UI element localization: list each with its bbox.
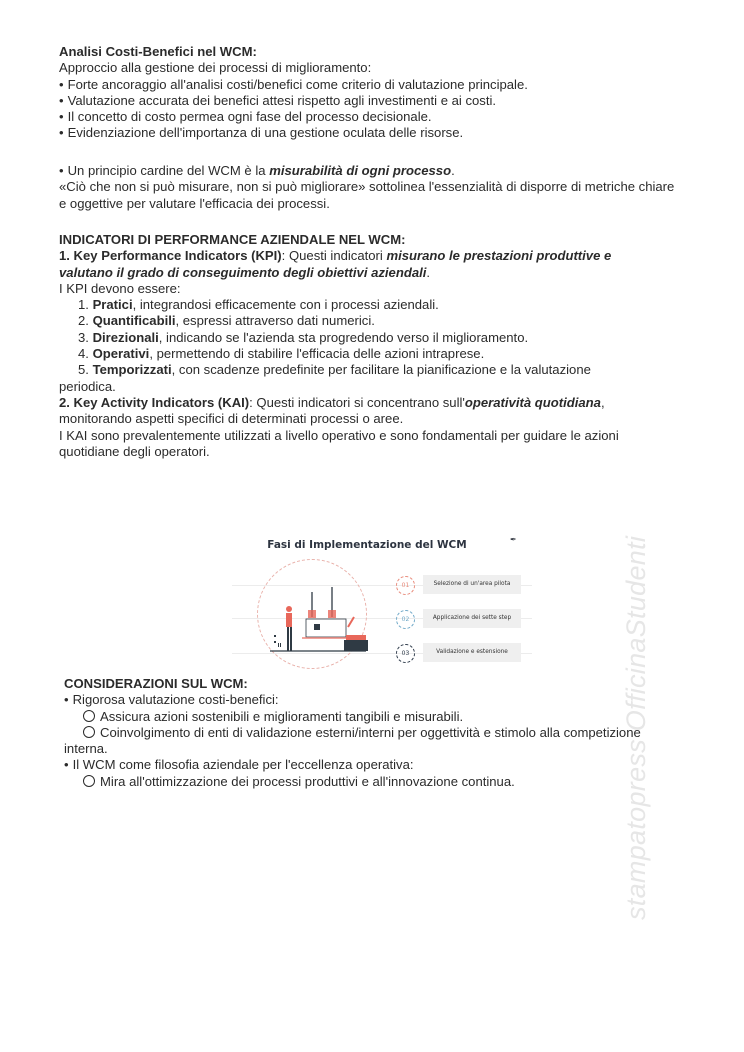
cost-benefit-section <box>59 44 689 142</box>
kpi-item: 3. Direzionali, indicando se l'azienda sta progredendo verso il miglioramento. <box>78 329 529 345</box>
sub-list-item: Coinvolgimento di enti di validazione esterni/interni per oggettività e stimolo alla competizione <box>64 725 694 741</box>
kpi-intro: I KPI devono essere: <box>59 280 181 296</box>
kpi-section <box>59 232 689 460</box>
watermark: stampatopress OfficinaStudenti <box>621 535 651 920</box>
kpi-item: 5. Temporizzati, con scadenze predefinite per facilitare la pianificazione e la valutazione <box>78 362 591 378</box>
principle-bullet: • Un principio cardine del WCM è la misurabilità di ogni processo. <box>59 163 689 179</box>
considerations-section <box>64 676 694 790</box>
step-number: 02 <box>396 610 415 629</box>
step-number: 01 <box>396 576 415 595</box>
diagram-title: Fasi di Implementazione del WCM <box>267 539 467 551</box>
step-label: Selezione di un'area pilota <box>423 575 521 594</box>
measurability-section <box>59 163 689 212</box>
kai-definition: 2. Key Activity Indicators (KAI): Questi indicatori si concentrano sull'operatività quotidiana, monitorando aspetti specifici di determinati processi o aree. <box>59 394 605 427</box>
kpi-definition: 1. Key Performance Indicators (KPI): Questi indicatori misurano le prestazioni produttive e valutano il grado di conseguimento degli obiettivi aziendali. <box>59 248 612 280</box>
factory-robot-illustration-icon <box>262 567 372 662</box>
sub-list-item-continuation: interna. <box>64 741 108 757</box>
sub-list-item: Assicura azioni sostenibili e miglioramenti tangibili e misurabili. <box>64 709 694 725</box>
logo-icon: ✒ <box>510 535 517 544</box>
step-label: Validazione e estensione <box>423 643 521 662</box>
circle-bullet-icon <box>83 775 95 787</box>
sub-list-item: Mira all'ottimizzazione dei processi produttivi e all'innovazione continua. <box>64 774 694 790</box>
list-item: • Evidenziazione dell'importanza di una gestione oculata delle risorse. <box>59 125 689 141</box>
circle-bullet-icon <box>83 726 95 738</box>
list-item: • Rigorosa valutazione costi-benefici: <box>64 692 694 708</box>
kpi-item-continuation: periodica. <box>59 378 116 394</box>
section-intro: Approccio alla gestione dei processi di miglioramento: <box>59 60 372 76</box>
kpi-item: 2. Quantificabili, espressi attraverso dati numerici. <box>78 313 375 329</box>
list-item: • Il concetto di costo permea ogni fase del processo decisionale. <box>59 109 689 125</box>
phase-step-2 <box>396 610 532 628</box>
section-title: CONSIDERAZIONI SUL WCM: <box>64 676 248 691</box>
step-label: Applicazione dei sette step <box>423 609 521 628</box>
step-number: 03 <box>396 644 415 663</box>
list-item: • Valutazione accurata dei benefici attesi rispetto agli investimenti e ai costi. <box>59 93 689 109</box>
phase-step-3 <box>396 644 532 662</box>
section-title: INDICATORI DI PERFORMANCE AZIENDALE NEL WCM: <box>59 232 406 247</box>
quote-text: «Ciò che non si può misurare, non si può migliorare» sottolinea l'essenzialità di disporre di metriche chiare e oggettive per valutare l'efficacia dei processi. <box>59 179 675 211</box>
wcm-phases-diagram <box>232 527 532 670</box>
circle-bullet-icon <box>83 710 95 722</box>
list-item: • Il WCM come filosofia aziendale per l'eccellenza operativa: <box>64 757 694 773</box>
kai-note: I KAI sono prevalentemente utilizzati a livello operativo e sono fondamentali per guidare le azioni quotidiane degli operatori. <box>59 427 619 459</box>
kpi-item: 1. Pratici, integrandosi efficacemente con i processi aziendali. <box>78 297 439 313</box>
list-item: • Forte ancoraggio all'analisi costi/benefici come criterio di valutazione principale. <box>59 77 689 93</box>
section-title: Analisi Costi-Benefici nel WCM: <box>59 44 257 59</box>
phase-step-1 <box>396 576 532 594</box>
kpi-item: 4. Operativi, permettendo di stabilire l'efficacia delle azioni intraprese. <box>78 346 485 362</box>
